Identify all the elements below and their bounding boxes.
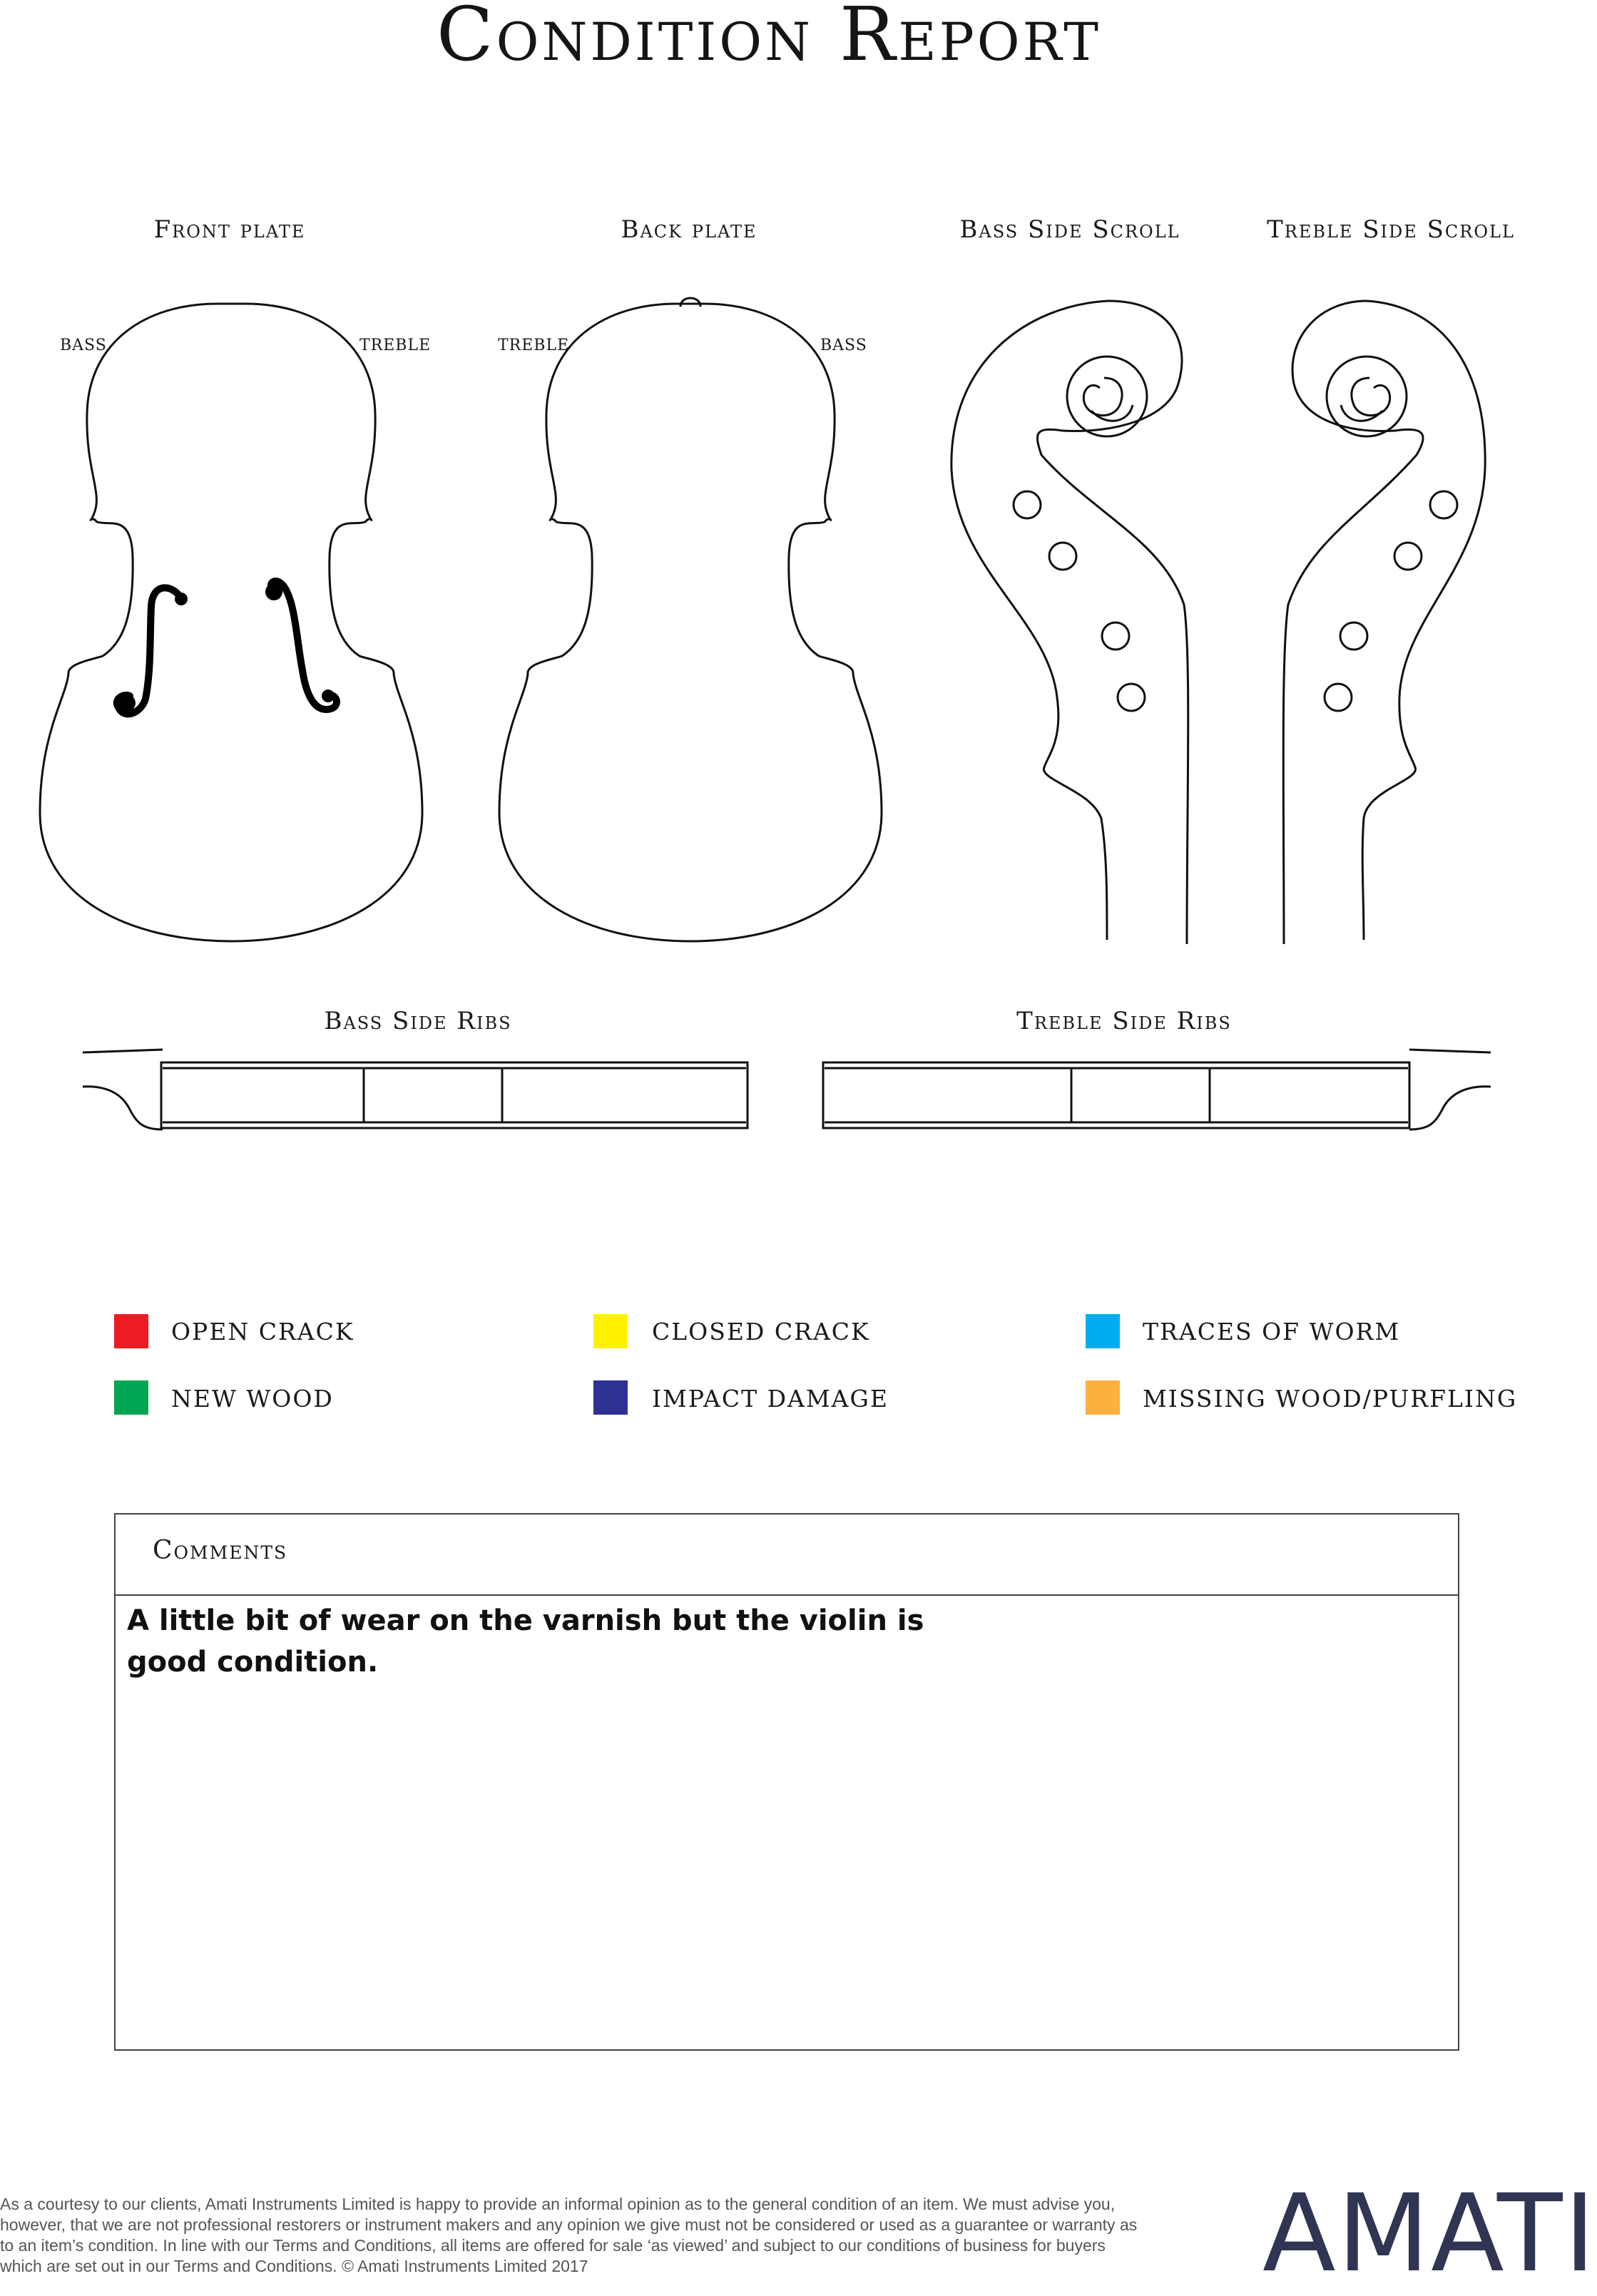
bass-side-ribs-label: Bass Side Ribs xyxy=(324,1007,512,1035)
legend-swatch-impact-damage[interactable] xyxy=(593,1380,628,1415)
peg-hole-1 xyxy=(1430,491,1457,518)
legend-label-closed-crack: CLOSED CRACK xyxy=(652,1318,870,1346)
legend-label-new-wood: NEW WOOD xyxy=(171,1385,334,1413)
legend-swatch-new-wood[interactable] xyxy=(114,1380,148,1415)
peg-hole-4 xyxy=(1118,684,1145,711)
front-plate-bass-label: BASS xyxy=(60,337,107,354)
back-plate-diagram[interactable] xyxy=(498,291,883,948)
peg-hole-2 xyxy=(1394,543,1422,570)
legend-label-impact-damage: IMPACT DAMAGE xyxy=(652,1385,889,1413)
volute-eye xyxy=(1083,378,1122,416)
treble-side-scroll-diagram[interactable] xyxy=(1274,298,1488,944)
button-outline xyxy=(680,298,700,307)
front-plate-diagram[interactable] xyxy=(39,299,424,948)
peg-hole-4 xyxy=(1325,684,1352,711)
bass-side-ribs-diagram[interactable] xyxy=(80,1045,757,1138)
legend-swatch-traces-of-worm[interactable] xyxy=(1086,1314,1120,1348)
treble-side-scroll-label: Treble Side Scroll xyxy=(1267,215,1515,244)
peg-hole-3 xyxy=(1340,622,1367,650)
comments-header xyxy=(116,1515,1458,1596)
bass-side-scroll-diagram[interactable] xyxy=(949,298,1205,944)
neck-root-outline xyxy=(1409,1050,1491,1129)
scroll-outline-front xyxy=(951,301,1108,940)
comments-text[interactable]: A little bit of wear on the varnish but the violin is good condition. xyxy=(127,1604,924,1679)
scroll-outline-front xyxy=(1362,301,1485,940)
back-plate-outline xyxy=(499,304,882,941)
legend-swatch-open-crack[interactable] xyxy=(114,1314,148,1348)
neck-root-outline xyxy=(83,1050,163,1129)
disclaimer-text: As a courtesy to our clients, Amati Instruments Limited is happy to provide an informal opinion as to the general condition of an item. We must advise you, however, that we are not professional restorers or instrument makers and any opinion we give must not be considered or used as a guarantee or warranty as to an item’s condition. In line with our Terms and Conditions, all items are offered for sale ‘as viewed’ and subject to our conditions of business for buyers which are set out in our Terms and Conditions. © Amati Instruments Limited 2017 xyxy=(0,2195,1138,2275)
page-title: Condition Report xyxy=(437,0,1101,78)
legend-label-missing-wood-purfling: MISSING WOOD/PURFLING xyxy=(1143,1385,1518,1413)
volute-outer xyxy=(1067,357,1147,436)
treble-side-ribs-label: Treble Side Ribs xyxy=(1016,1007,1232,1035)
comments-box[interactable] xyxy=(114,1513,1459,2051)
peg-hole-1 xyxy=(1014,491,1041,518)
front-plate-label: Front plate xyxy=(153,215,306,244)
volute-eye xyxy=(1352,378,1390,416)
legend-swatch-closed-crack[interactable] xyxy=(593,1314,628,1348)
peg-hole-3 xyxy=(1102,622,1129,650)
bass-f-hole xyxy=(117,588,188,714)
back-plate-bass-label: BASS xyxy=(820,337,867,354)
front-plate-treble-label: TREBLE xyxy=(359,337,432,354)
bass-side-scroll-label: Bass Side Scroll xyxy=(959,215,1180,244)
rib-outline xyxy=(823,1062,1409,1128)
legend-label-open-crack: OPEN CRACK xyxy=(171,1318,354,1346)
front-plate-outline xyxy=(40,304,422,941)
back-plate-treble-label: TREBLE xyxy=(498,337,570,354)
treble-side-ribs-diagram[interactable] xyxy=(820,1045,1498,1138)
peg-hole-2 xyxy=(1049,543,1076,570)
rib-outline xyxy=(161,1062,748,1128)
comments-heading: Comments xyxy=(153,1536,288,1565)
volute-outer xyxy=(1327,357,1407,436)
back-plate-label: Back plate xyxy=(621,215,757,244)
amati-logo: AMATI xyxy=(1262,2172,1597,2296)
legend-label-traces-of-worm: TRACES OF WORM xyxy=(1143,1318,1401,1346)
treble-f-hole xyxy=(265,581,337,709)
legend-swatch-missing-wood-purfling[interactable] xyxy=(1086,1380,1120,1415)
